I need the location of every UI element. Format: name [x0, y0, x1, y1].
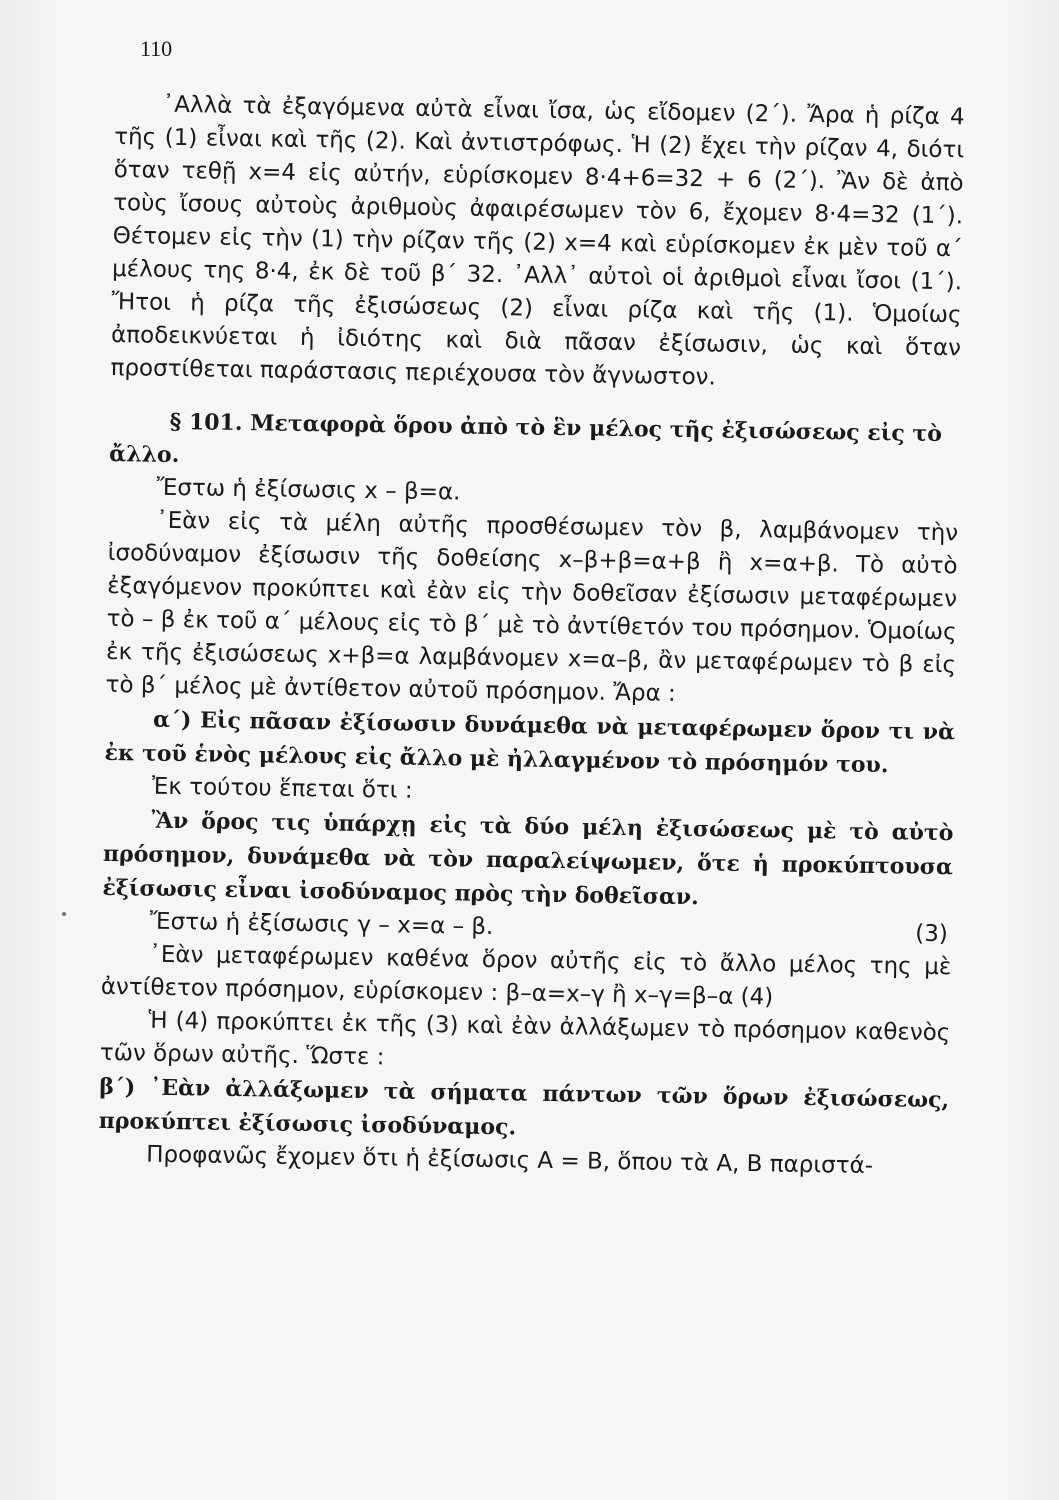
- rule-corollary: Ἂν ὅρος τις ὑπάρχῃ εἰς τὰ δύο μέλη ἐξισώσεως μὲ τὸ αὐτὸ πρόσημον, δυνάμεθα νὰ τὸν παραλείψωμεν, ὅτε ἡ προκύπτουσα ἐξίσωσις εἶναι ἰσοδύναμος πρὸς τὴν δοθεῖσαν.: [102, 807, 954, 911]
- equation-3-number: (3): [915, 920, 949, 948]
- equation-3-text: Ἔστω ἡ ἐξίσωσις γ – x=α – β.: [149, 908, 494, 941]
- paragraph-proof: ᾿Αλλὰ τὰ ἐξαγόμενα αὐτὰ εἶναι ἴσα, ὡς εἴδομεν (2΄). Ἄρα ἡ ρίζα 4 τῆς (1) εἶναι καὶ τῆς (2). Καὶ ἀντιστρόφως. Ἡ (2) ἔχει τὴν ρίζαν 4, διότι ὅταν τεθῇ x=4 εἰς αὐτήν, εὑρίσκομεν 8·4+6=32 + 6 (2΄). Ἂν δὲ ἀπὸ τοὺς ἴσους αὐτοὺς ἀριθμοὺς ἀφαιρέσωμεν τὸν 6, ἔχομεν 8·4=32 (1΄). Θέτομεν εἰς τὴν (1) τὴν ρίζαν τῆς (2) x=4 καὶ εὑρίσκομεν ἐκ μὲν τοῦ α΄ μέλους της 8·4, ἐκ δὲ τοῦ β΄ 32. ᾿Αλλ᾿ αὐτοὶ οἱ ἀριθμοὶ εἶναι ἴσοι (1΄). Ἤτοι ἡ ρίζα τῆς ἐξισώσεως (2) εἶναι ρίζα καὶ τῆς (1). Ὁμοίως ἀποδεικνύεται ἡ ἰδιότης καὶ διὰ πᾶσαν ἐξίσωσιν, ὡς καὶ ὅταν προστίθεται παράστασις περιέχουσα τὸν ἄγνωστον.: [110, 91, 965, 391]
- rule-a: α΄) Εἰς πᾶσαν ἐξίσωσιν δυνάμεθα νὰ μεταφέρωμεν ὅρον τι νὰ ἐκ τοῦ ἑνὸς μέλους εἰς ἄλλο μὲ ἠλλαγμένον τὸ πρόσημόν του.: [104, 706, 956, 779]
- paragraph-consequence: Ἐκ τούτου ἕπεται ὅτι :: [151, 773, 413, 804]
- paragraph-transfer: ᾿Εὰν εἰς τὰ μέλη αὐτῆς προσθέσωμεν τὸν β, λαμβάνομεν τὴν ἰσοδύναμον ἐξίσωσιν τῆς δοθείσης x–β+β=α+β ἢ x=α+β. Τὸ αὐτὸ ἐξαγόμενον προκύπτει καὶ ἐὰν εἰς τὴν δοθεῖσαν ἐξίσωσιν μεταφέρωμεν τὸ – β ἐκ τοῦ α΄ μέλους εἰς τὸ β΄ μὲ τὸ ἀντίθετόν του πρόσημον. Ὁμοίως ἐκ τῆς ἐξισώσεως x+β=α λαμβάνομεν x=α–β, ἂν μεταφέρωμεν τὸ β εἰς τὸ β΄ μέλος μὲ ἀντίθετον αὐτοῦ πρόσημον. Ἄρα :: [105, 507, 959, 707]
- margin-mark: [62, 912, 66, 916]
- paragraph-eq4-origin: Ἡ (4) προκύπτει ἐκ τῆς (3) καὶ ἐὰν ἀλλάξωμεν τὸ πρόσημον καθενὸς τῶν ὅρων αὐτῆς. Ὥστε :: [99, 1007, 951, 1071]
- paragraph-sign-change: ᾿Εὰν μεταφέρωμεν καθένα ὅρον αὐτῆς εἰς τὸ ἄλλο μέλος της μὲ ἀντίθετον πρόσημον, εὑρίσκομεν : β–α=x–γ ἢ x–γ=β–α (4): [100, 941, 952, 1011]
- section-heading: § 101. Μεταφορὰ ὅρου ἀπὸ τὸ ἓν μέλος τῆς ἐξισώσεως εἰς τὸ ἄλλο.: [109, 408, 943, 469]
- paragraph-let-equation: Ἔστω ἡ ἐξίσωσις x – β=α.: [156, 474, 461, 506]
- rule-b: β΄) ᾿Εὰν ἀλλάξωμεν τὰ σήματα πάντων τῶν ὅρων ἐξισώσεως, προκύπτει ἐξίσωσις ἰσοδύναμος.: [98, 1073, 950, 1141]
- paragraph-obviously: Προφανῶς ἔχομεν ὅτι ἡ ἐξίσωσις A = B, ὅπου τὰ A, B παριστά-: [146, 1141, 874, 1180]
- page-number: 110: [140, 36, 173, 61]
- body-text: [98, 88, 965, 1184]
